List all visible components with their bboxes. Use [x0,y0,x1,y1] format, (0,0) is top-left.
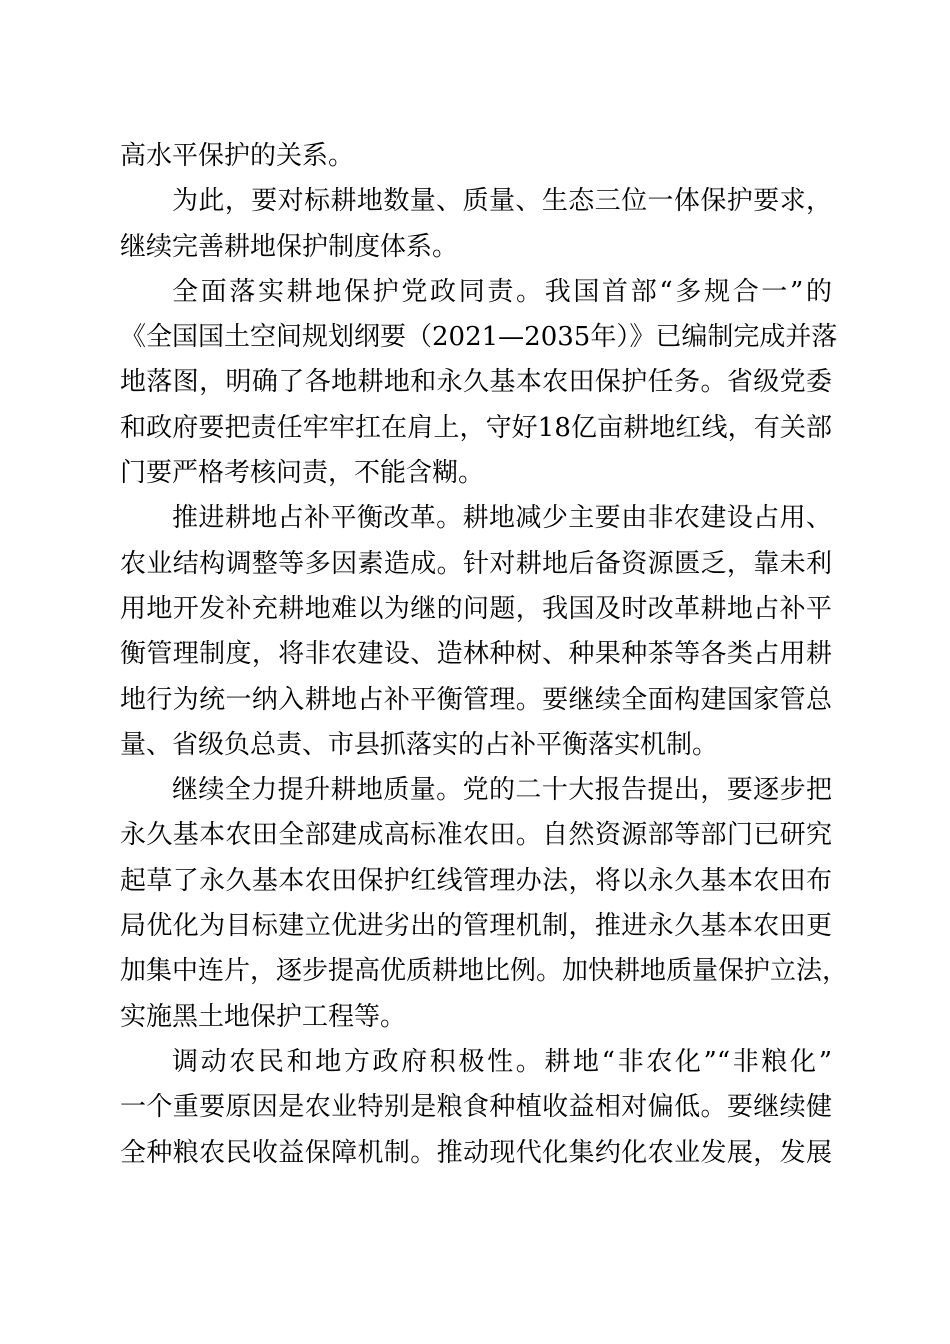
paragraph-first-line: 继续全力提升耕地质量。党的二十大报告提出，要逐步把 [172,775,832,806]
body-text [120,134,849,1176]
text-line: 衡管理制度，将非农建设、造林种树、种果种茶等各类占用耕 [120,639,832,670]
text-line: 实施黑土地保护工程等。 [120,1001,407,1032]
text-line: 农业结构调整等多因素造成。针对耕地后备资源匮乏，靠未利 [120,548,832,579]
text-line: 加集中连片，逐步提高优质耕地比例。加快耕地质量保护立法， [120,956,849,987]
paragraph-first-line: 推进耕地占补平衡改革。耕地减少主要由非农建设占用、 [172,503,832,534]
text-line: 地落图，明确了各地耕地和永久基本农田保护任务。省级党委 [120,367,832,398]
text-line: 全种粮农民收益保障机制。推动现代化集约化农业发展，发展 [120,1137,832,1168]
text-line: 《全国国土空间规划纲要（2021—2035年）》已编制完成并落 [120,322,838,353]
text-line: 和政府要把责任牢牢扛在肩上，守好18亿亩耕地红线，有关部 [120,412,832,443]
text-line: 起草了永久基本农田保护红线管理办法，将以永久基本农田布 [120,865,832,896]
paragraph-first-line: 为此，要对标耕地数量、质量、生态三位一体保护要求， [172,186,832,217]
text-line: 用地开发补充耕地难以为继的问题，我国及时改革耕地占补平 [120,593,832,624]
text-line: 局优化为目标建立优进劣出的管理机制，推进永久基本农田更 [120,911,832,942]
paragraph-first-line: 调动农民和地方政府积极性。耕地“非农化”“非粮化” [172,1046,832,1077]
text-line: 继续完善耕地保护制度体系。 [120,231,459,262]
text-line: 地行为统一纳入耕地占补平衡管理。要继续全面构建国家管总 [120,684,832,715]
text-line: 高水平保护的关系。 [120,141,355,171]
text-line: 门要严格考核问责，不能含糊。 [120,458,485,489]
text-line: 永久基本农田全部建成高标准农田。自然资源部等部门已研究 [120,820,832,851]
text-line: 量、省级负总责、市县抓落实的占补平衡落实机制。 [120,729,719,760]
text-line: 一个重要原因是农业特别是粮食种植收益相对偏低。要继续健 [120,1092,832,1123]
paragraph-first-line: 全面落实耕地保护党政同责。我国首部“多规合一”的 [172,276,832,307]
